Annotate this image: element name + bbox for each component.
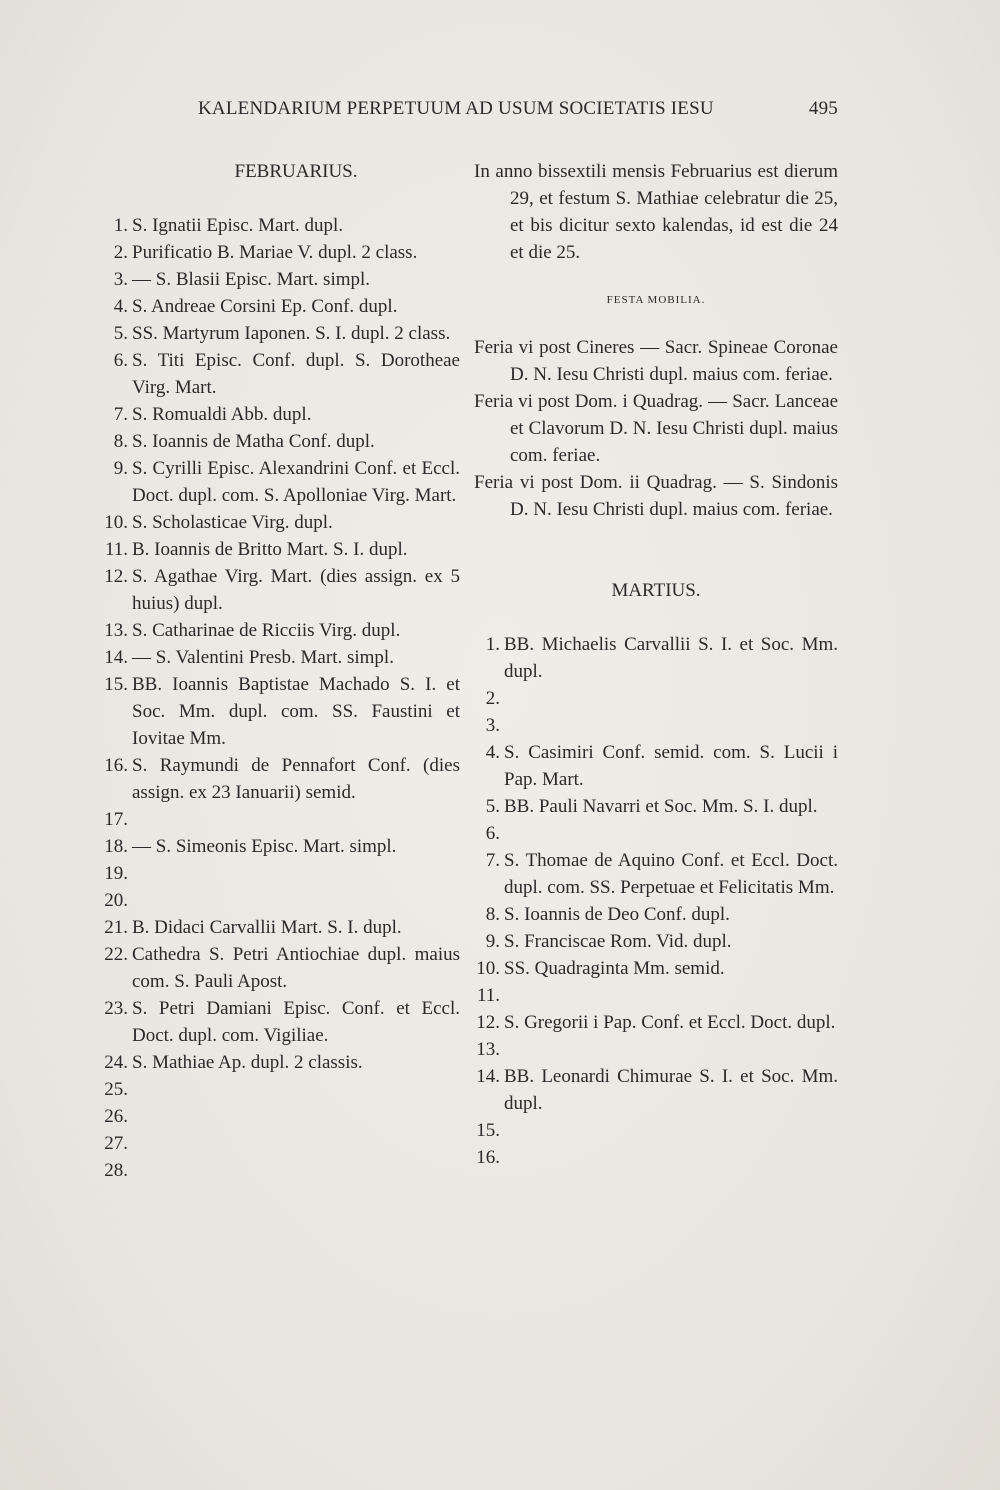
feast-text: S. Scholasticae Virg. dupl. bbox=[132, 512, 333, 533]
feast-text: S. Petri Damiani Episc. Conf. et Eccl. Doct. dupl. com. Vigiliae. bbox=[132, 998, 460, 1046]
march-day-entry bbox=[474, 1036, 838, 1063]
february-day-entry bbox=[102, 509, 460, 536]
day-number: 14. bbox=[104, 647, 128, 668]
day-number: 19. bbox=[104, 863, 128, 884]
march-day-entry bbox=[474, 685, 838, 712]
february-day-entry bbox=[102, 1076, 460, 1103]
feast-text bbox=[504, 685, 838, 712]
february-day-entry bbox=[102, 644, 460, 671]
march-day-entry bbox=[474, 982, 838, 1009]
february-day-entry bbox=[102, 887, 460, 914]
march-day-entry bbox=[474, 955, 838, 982]
day-number: 12. bbox=[104, 566, 128, 587]
february-day-entry bbox=[102, 1049, 460, 1076]
page-number: 495 bbox=[808, 98, 838, 119]
feast-text: Purificatio B. Mariae V. dupl. 2 class. bbox=[132, 242, 418, 263]
february-day-entry bbox=[102, 941, 460, 995]
march-day-entry bbox=[474, 847, 838, 901]
feast-text: S. Mathiae Ap. dupl. 2 classis. bbox=[132, 1052, 363, 1073]
day-number: 9. bbox=[485, 931, 500, 952]
festa-mobilia-heading: FESTA MOBILIA. bbox=[606, 294, 706, 306]
february-day-entry bbox=[102, 752, 460, 806]
february-day-entry bbox=[102, 833, 460, 860]
february-day-entry bbox=[102, 266, 460, 293]
feast-text: SS. Martyrum Iaponen. S. I. dupl. 2 class. bbox=[132, 323, 451, 344]
february-heading: FEBRUARIUS. bbox=[234, 161, 358, 182]
day-number: 26. bbox=[104, 1106, 128, 1127]
day-number: 22. bbox=[104, 944, 128, 965]
march-day-entry bbox=[474, 901, 838, 928]
february-day-entry bbox=[102, 671, 460, 752]
day-number: 14. bbox=[476, 1066, 500, 1087]
feast-text: BB. Michaelis Carvallii S. I. et Soc. Mm. dupl. bbox=[504, 634, 838, 682]
february-day-entry bbox=[102, 563, 460, 617]
feast-text: S. Ioannis de Matha Conf. dupl. bbox=[132, 431, 375, 452]
day-number: 7. bbox=[485, 850, 500, 871]
feast-text bbox=[132, 806, 460, 833]
feast-text: B. Ioannis de Britto Mart. S. I. dupl. bbox=[132, 539, 408, 560]
day-number: 1. bbox=[485, 634, 500, 655]
february-day-entry bbox=[102, 617, 460, 644]
festa-mobilia-item: Feria vi post Dom. ii Quadrag. — S. Sindonis D. N. Iesu Christi dupl. maius com. feriae. bbox=[474, 472, 838, 520]
feast-text: S. Romualdi Abb. dupl. bbox=[132, 404, 312, 425]
march-day-entry bbox=[474, 793, 838, 820]
day-number: 1. bbox=[113, 215, 128, 236]
day-number: 4. bbox=[485, 742, 500, 763]
feast-text: — S. Valentini Presb. Mart. simpl. bbox=[132, 647, 394, 668]
feast-text bbox=[504, 820, 838, 847]
day-number: 6. bbox=[113, 350, 128, 371]
day-number: 25. bbox=[104, 1079, 128, 1100]
day-number: 15. bbox=[104, 674, 128, 695]
right-column bbox=[474, 158, 838, 1171]
day-number: 28. bbox=[104, 1160, 128, 1181]
feast-text: S. Titi Episc. Conf. dupl. S. Dorotheae Virg. Mart. bbox=[132, 350, 460, 398]
feast-text bbox=[132, 1130, 460, 1157]
march-day-entry bbox=[474, 1009, 838, 1036]
feast-text: S. Gregorii i Pap. Conf. et Eccl. Doct. dupl. bbox=[504, 1012, 836, 1033]
feast-text bbox=[132, 1157, 460, 1184]
feast-text: S. Franciscae Rom. Vid. dupl. bbox=[504, 931, 732, 952]
february-day-entry bbox=[102, 428, 460, 455]
february-day-entry bbox=[102, 1103, 460, 1130]
feast-text: — S. Simeonis Episc. Mart. simpl. bbox=[132, 836, 397, 857]
day-number: 2. bbox=[485, 688, 500, 709]
day-number: 5. bbox=[485, 796, 500, 817]
feast-text: S. Ioannis de Deo Conf. dupl. bbox=[504, 904, 730, 925]
february-day-entry bbox=[102, 212, 460, 239]
day-number: 11. bbox=[476, 985, 500, 1006]
day-number: 11. bbox=[104, 539, 128, 560]
february-day-entry bbox=[102, 914, 460, 941]
day-number: 3. bbox=[485, 715, 500, 736]
feast-text: B. Didaci Carvallii Mart. S. I. dupl. bbox=[132, 917, 402, 938]
february-day-entry bbox=[102, 536, 460, 563]
feast-text bbox=[504, 1117, 838, 1144]
feast-text: S. Casimiri Conf. semid. com. S. Lucii i Pap. Mart. bbox=[504, 742, 838, 790]
day-number: 10. bbox=[476, 958, 500, 979]
day-number: 9. bbox=[113, 458, 128, 479]
february-day-entry bbox=[102, 806, 460, 833]
feast-text bbox=[132, 1076, 460, 1103]
feast-text bbox=[504, 712, 838, 739]
festa-mobilia-list bbox=[474, 334, 838, 523]
day-number: 4. bbox=[113, 296, 128, 317]
march-day-entry bbox=[474, 712, 838, 739]
day-number: 27. bbox=[104, 1133, 128, 1154]
february-day-entry bbox=[102, 239, 460, 266]
feast-text: S. Agathae Virg. Mart. (dies assign. ex 5 huius) dupl. bbox=[132, 566, 460, 614]
feast-text bbox=[504, 1144, 838, 1171]
day-number: 15. bbox=[476, 1120, 500, 1141]
day-number: 24. bbox=[104, 1052, 128, 1073]
day-number: 8. bbox=[485, 904, 500, 925]
february-day-entry bbox=[102, 1130, 460, 1157]
feast-text: BB. Leonardi Chimurae S. I. et Soc. Mm. dupl. bbox=[504, 1066, 838, 1114]
day-number: 21. bbox=[104, 917, 128, 938]
february-day-entry bbox=[102, 455, 460, 509]
february-day-entry bbox=[102, 995, 460, 1049]
feast-text: BB. Ioannis Baptistae Machado S. I. et Soc. Mm. dupl. com. SS. Faustini et Iovitae Mm. bbox=[132, 674, 460, 749]
day-number: 3. bbox=[113, 269, 128, 290]
running-title: KALENDARIUM PERPETUUM AD USUM SOCIETATIS IESU bbox=[198, 98, 714, 119]
day-number: 16. bbox=[476, 1147, 500, 1168]
march-day-entry bbox=[474, 820, 838, 847]
feast-text: S. Cyrilli Episc. Alexandrini Conf. et Eccl. Doct. dupl. com. S. Apolloniae Virg. Mart. bbox=[132, 458, 460, 506]
march-day-entry bbox=[474, 1117, 838, 1144]
march-list bbox=[474, 631, 838, 1171]
feast-text: S. Catharinae de Ricciis Virg. dupl. bbox=[132, 620, 401, 641]
day-number: 13. bbox=[104, 620, 128, 641]
march-heading: MARTIUS. bbox=[611, 580, 701, 601]
february-day-entry bbox=[102, 320, 460, 347]
february-day-entry bbox=[102, 347, 460, 401]
feast-text bbox=[504, 982, 838, 1009]
feast-text: S. Andreae Corsini Ep. Conf. dupl. bbox=[132, 296, 398, 317]
feast-text: S. Raymundi de Pennafort Conf. (dies assign. ex 23 Ianuarii) semid. bbox=[132, 755, 460, 803]
february-day-entry bbox=[102, 293, 460, 320]
feast-text bbox=[132, 860, 460, 887]
feast-text: Cathedra S. Petri Antiochiae dupl. maius com. S. Pauli Apost. bbox=[132, 944, 460, 992]
feast-text: BB. Pauli Navarri et Soc. Mm. S. I. dupl. bbox=[504, 796, 818, 817]
feast-text bbox=[132, 1103, 460, 1130]
festa-mobilia-item: Feria vi post Dom. i Quadrag. — Sacr. Lanceae et Clavorum D. N. Iesu Christi dupl. maius com. feriae. bbox=[474, 391, 838, 466]
march-day-entry bbox=[474, 1144, 838, 1171]
day-number: 16. bbox=[104, 755, 128, 776]
feast-text: SS. Quadraginta Mm. semid. bbox=[504, 958, 725, 979]
march-day-entry bbox=[474, 631, 838, 685]
day-number: 5. bbox=[113, 323, 128, 344]
march-day-entry bbox=[474, 739, 838, 793]
day-number: 17. bbox=[104, 809, 128, 830]
day-number: 2. bbox=[113, 242, 128, 263]
feast-text bbox=[132, 887, 460, 914]
february-day-entry bbox=[102, 860, 460, 887]
february-day-entry bbox=[102, 1157, 460, 1184]
day-number: 7. bbox=[113, 404, 128, 425]
leap-year-note: In anno bissextili mensis Februarius est dierum 29, et festum S. Mathiae celebratur die 25, et bis dicitur sexto kalendas, id est die 24 et die 25. bbox=[474, 161, 838, 263]
day-number: 10. bbox=[104, 512, 128, 533]
day-number: 20. bbox=[104, 890, 128, 911]
feast-text: — S. Blasii Episc. Mart. simpl. bbox=[132, 269, 371, 290]
left-column bbox=[102, 158, 460, 1184]
february-day-entry bbox=[102, 401, 460, 428]
feast-text: S. Thomae de Aquino Conf. et Eccl. Doct. dupl. com. SS. Perpetuae et Felicitatis Mm. bbox=[504, 850, 838, 898]
feast-text: S. Ignatii Episc. Mart. dupl. bbox=[132, 215, 344, 236]
march-day-entry bbox=[474, 928, 838, 955]
day-number: 12. bbox=[476, 1012, 500, 1033]
festa-mobilia-item: Feria vi post Cineres — Sacr. Spineae Coronae D. N. Iesu Christi dupl. maius com. feriae. bbox=[474, 337, 838, 385]
day-number: 13. bbox=[476, 1039, 500, 1060]
day-number: 23. bbox=[104, 998, 128, 1019]
day-number: 6. bbox=[485, 823, 500, 844]
feast-text bbox=[504, 1036, 838, 1063]
day-number: 8. bbox=[113, 431, 128, 452]
february-list bbox=[102, 212, 460, 1184]
day-number: 18. bbox=[104, 836, 128, 857]
march-day-entry bbox=[474, 1063, 838, 1117]
